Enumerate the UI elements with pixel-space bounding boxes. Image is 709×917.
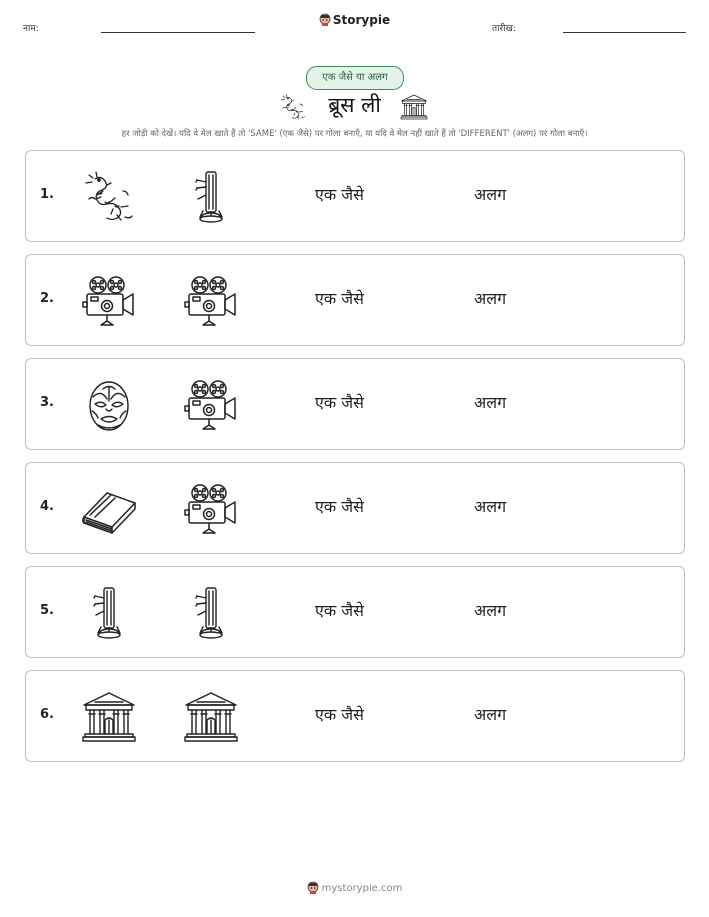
brand-name: Storypie [332, 13, 391, 27]
topic-tag: एक जैसे या अलग [306, 66, 404, 90]
wooden-dummy-icon [183, 169, 239, 225]
question-row [25, 150, 685, 242]
same-option[interactable]: एक जैसे [315, 289, 364, 308]
different-option[interactable]: अलग [474, 705, 507, 724]
question-number: 2. [40, 291, 54, 306]
footer [0, 881, 709, 894]
movie-camera-icon [183, 481, 239, 537]
question-row [25, 358, 685, 450]
different-option[interactable]: अलग [474, 289, 507, 308]
different-option[interactable]: अलग [474, 185, 507, 204]
movie-camera-icon [81, 273, 137, 329]
page-title: ब्रूस ली [328, 93, 381, 117]
wooden-dummy-icon [81, 585, 137, 641]
date-field[interactable] [563, 32, 686, 33]
question-number: 4. [40, 499, 54, 514]
same-option[interactable]: एक जैसे [315, 705, 364, 724]
storypie-logo-icon [307, 881, 319, 894]
storypie-logo-icon [319, 13, 331, 26]
question-number: 5. [40, 603, 54, 618]
name-field[interactable] [101, 32, 255, 33]
question-number: 6. [40, 707, 54, 722]
question-number: 1. [40, 187, 54, 202]
wooden-dummy-icon [183, 585, 239, 641]
same-option[interactable]: एक जैसे [315, 601, 364, 620]
question-row [25, 462, 685, 554]
temple-icon [400, 93, 428, 121]
question-row [25, 254, 685, 346]
different-option[interactable]: अलग [474, 601, 507, 620]
same-option[interactable]: एक जैसे [315, 393, 364, 412]
book-icon [81, 481, 137, 537]
date-label: तारीख: [492, 24, 516, 34]
brand-logo [0, 13, 709, 27]
different-option[interactable]: अलग [474, 497, 507, 516]
mask-icon [81, 377, 137, 433]
name-label: नाम: [23, 24, 39, 34]
footer-site[interactable]: mystorypie.com [321, 883, 403, 894]
temple-icon [81, 689, 137, 745]
question-number: 3. [40, 395, 54, 410]
movie-camera-icon [183, 377, 239, 433]
instructions: हर जोड़ी को देखें। यदि वे मेल खाते हैं तो 'SAME' (एक जैसे) पर गोला बनाएँ, या यदि वे मेल नहीं खाते हैं तो 'DIFFERENT' (अलग) पर गोला बनाएँ। [121, 129, 588, 139]
same-option[interactable]: एक जैसे [315, 497, 364, 516]
movie-camera-icon [183, 273, 239, 329]
same-option[interactable]: एक जैसे [315, 185, 364, 204]
different-option[interactable]: अलग [474, 393, 507, 412]
temple-icon [183, 689, 239, 745]
dragon-icon [81, 169, 137, 225]
question-row [25, 670, 685, 762]
question-row [25, 566, 685, 658]
